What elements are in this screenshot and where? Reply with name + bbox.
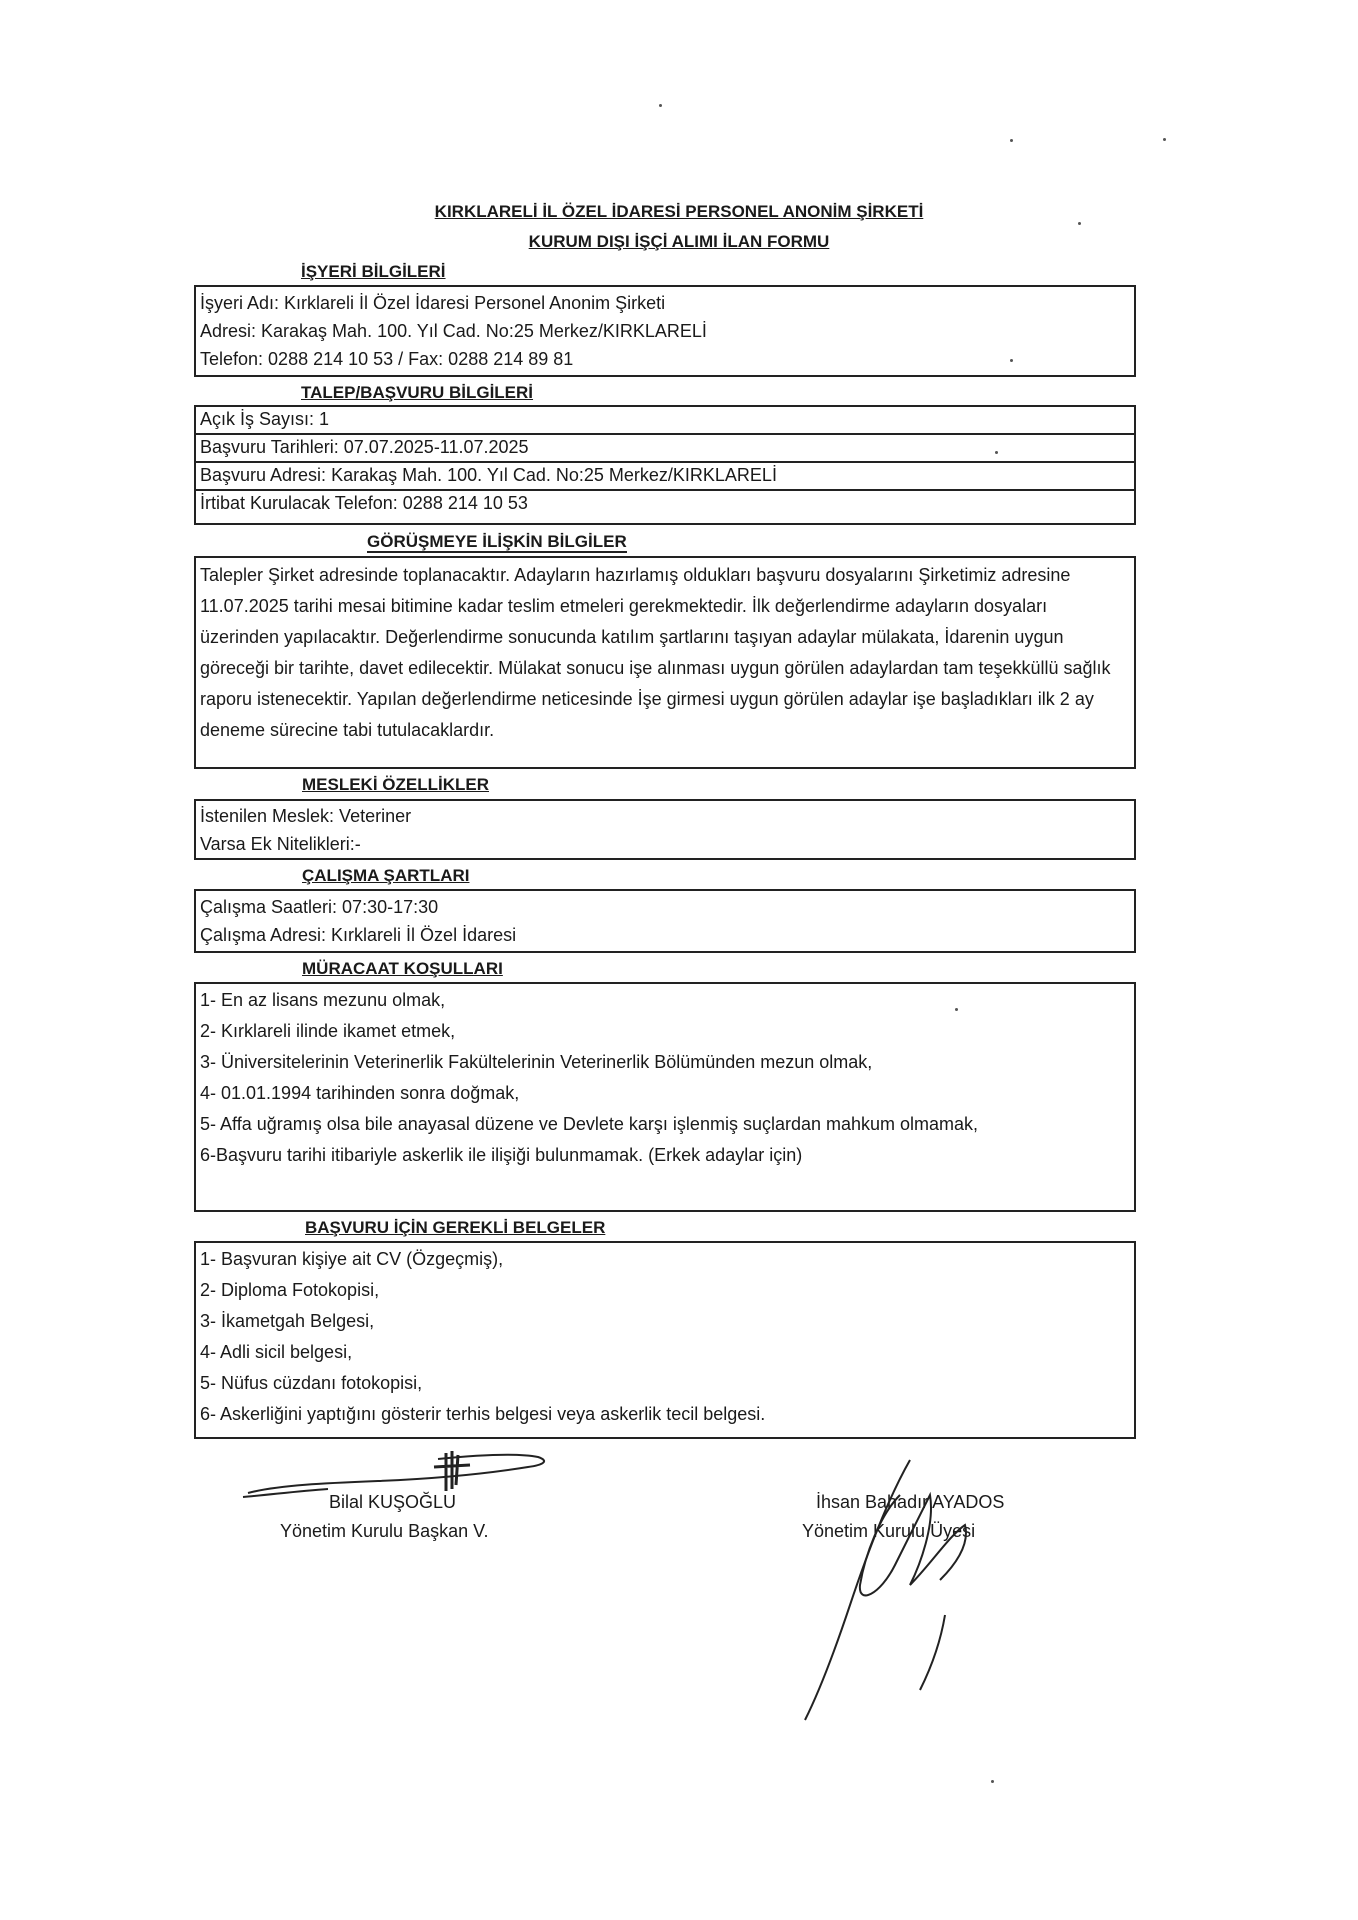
section-title-belgeler: BAŞVURU İÇİN GEREKLİ BELGELER [305,1218,606,1237]
scan-speck [1078,222,1081,225]
signatory-right-role: Yönetim Kurulu Üyesi [802,1521,976,1541]
mesleki-box [194,799,1136,860]
section-title-muracaat: MÜRACAAT KOŞULLARI [302,959,503,978]
ek-nitelikler: Varsa Ek Nitelikleri:- [200,834,361,854]
kosul-item: 6-Başvuru tarihi itibariyle askerlik ile ilişiği bulunmamak. (Erkek adaylar için) [200,1145,803,1165]
talep-box [194,405,1136,525]
isyeri-adres: Adresi: Karakaş Mah. 100. Yıl Cad. No:25 Merkez/KIRKLARELİ [200,321,707,341]
document-subtitle: KURUM DIŞI İŞÇİ ALIMI İLAN FORMU [528,232,830,251]
isyeri-adi: İşyeri Adı: Kırklareli İl Özel İdaresi Personel Anonim Şirketi [200,293,666,313]
section-title-talep: TALEP/BAŞVURU BİLGİLERİ [301,383,534,402]
muracaat-box [194,982,1136,1212]
scan-speck [955,1008,958,1011]
isyeri-telefon: Telefon: 0288 214 10 53 / Fax: 0288 214 89 81 [200,349,574,369]
calisma-box [194,889,1136,953]
isyeri-box [194,285,1136,377]
irtibat-telefon: İrtibat Kurulacak Telefon: 0288 214 10 53 [200,493,528,513]
kosul-item: 1- En az lisans mezunu olmak, [200,990,446,1010]
section-title-isyeri: İŞYERİ BİLGİLERİ [301,262,446,281]
scan-speck [995,451,998,454]
belge-item: 4- Adli sicil belgesi, [200,1342,353,1362]
signature-right [770,1455,1010,1725]
acik-is-sayisi: Açık İş Sayısı: 1 [196,407,1134,435]
belgeler-box [194,1241,1136,1439]
istenilen-meslek: İstenilen Meslek: Veteriner [200,806,412,826]
signatory-right-name: İhsan Bahadır AYADOS [816,1492,1005,1512]
gorusme-text: Talepler Şirket adresinde toplanacaktır. Adayların hazırlamış oldukları başvuru dosyalarını Şirketimiz adresine 11.07.2025 tarihi mesai bitimine kadar teslim etmeleri gerekmektedir. İlk değerlendirme adayların dosyaları üzerinden yapılacaktır. Değerlendirme sonucunda katılım şartlarını taşıyan adaylar mülakata, İdarenin uygun göreceği bir tarihte, davet edilecektir. Mülakat sonucu işe alınması uygun görülen adaylardan tam teşekküllü sağlık raporu istenecektir. Yapılan değerlendirme neticesinde İşe girmesi uygun görülen adaylar işe başladıkları ilk 2 ay deneme sürecine tabi tutulacaklardır. [200,565,1111,740]
scan-speck [1010,359,1013,362]
belge-item: 3- İkametgah Belgesi, [200,1311,375,1331]
scan-speck [659,104,662,107]
scan-speck [1010,139,1013,142]
gorusme-box [194,556,1136,769]
section-title-gorusme: GÖRÜŞMEYE İLİŞKİN BİLGİLER [367,532,627,551]
belge-item: 5- Nüfus cüzdanı fotokopisi, [200,1373,423,1393]
belge-item: 6- Askerliğini yaptığını gösterir terhis belgesi veya askerlik tecil belgesi. [200,1404,766,1424]
kosul-item: 5- Affa uğramış olsa bile anayasal düzene ve Devlete karşı işlenmiş suçlardan mahkum olmamak, [200,1114,979,1134]
section-title-mesleki: MESLEKİ ÖZELLİKLER [302,775,489,794]
calisma-adresi: Çalışma Adresi: Kırklareli İl Özel İdaresi [200,925,517,945]
calisma-saatleri: Çalışma Saatleri: 07:30-17:30 [200,897,439,917]
signatory-left-name: Bilal KUŞOĞLU [329,1492,457,1512]
basvuru-adresi: Başvuru Adresi: Karakaş Mah. 100. Yıl Cad. No:25 Merkez/KIRKLARELİ [196,463,1134,491]
belge-item: 2- Diploma Fotokopisi, [200,1280,380,1300]
scan-speck [991,1780,994,1783]
basvuru-tarihleri: Başvuru Tarihleri: 07.07.2025-11.07.2025 [196,435,1134,463]
kosul-item: 2- Kırklareli ilinde ikamet etmek, [200,1021,456,1041]
document-title: KIRKLARELİ İL ÖZEL İDARESİ PERSONEL ANONİM ŞİRKETİ [434,202,924,221]
belge-item: 1- Başvuran kişiye ait CV (Özgeçmiş), [200,1249,504,1269]
section-title-calisma: ÇALIŞMA ŞARTLARI [302,866,470,885]
kosul-item: 4- 01.01.1994 tarihinden sonra doğmak, [200,1083,520,1103]
scan-speck [1163,138,1166,141]
kosul-item: 3- Üniversitelerinin Veterinerlik Fakültelerinin Veterinerlik Bölümünden mezun olmak, [200,1052,873,1072]
signatory-left-role: Yönetim Kurulu Başkan V. [280,1521,489,1541]
